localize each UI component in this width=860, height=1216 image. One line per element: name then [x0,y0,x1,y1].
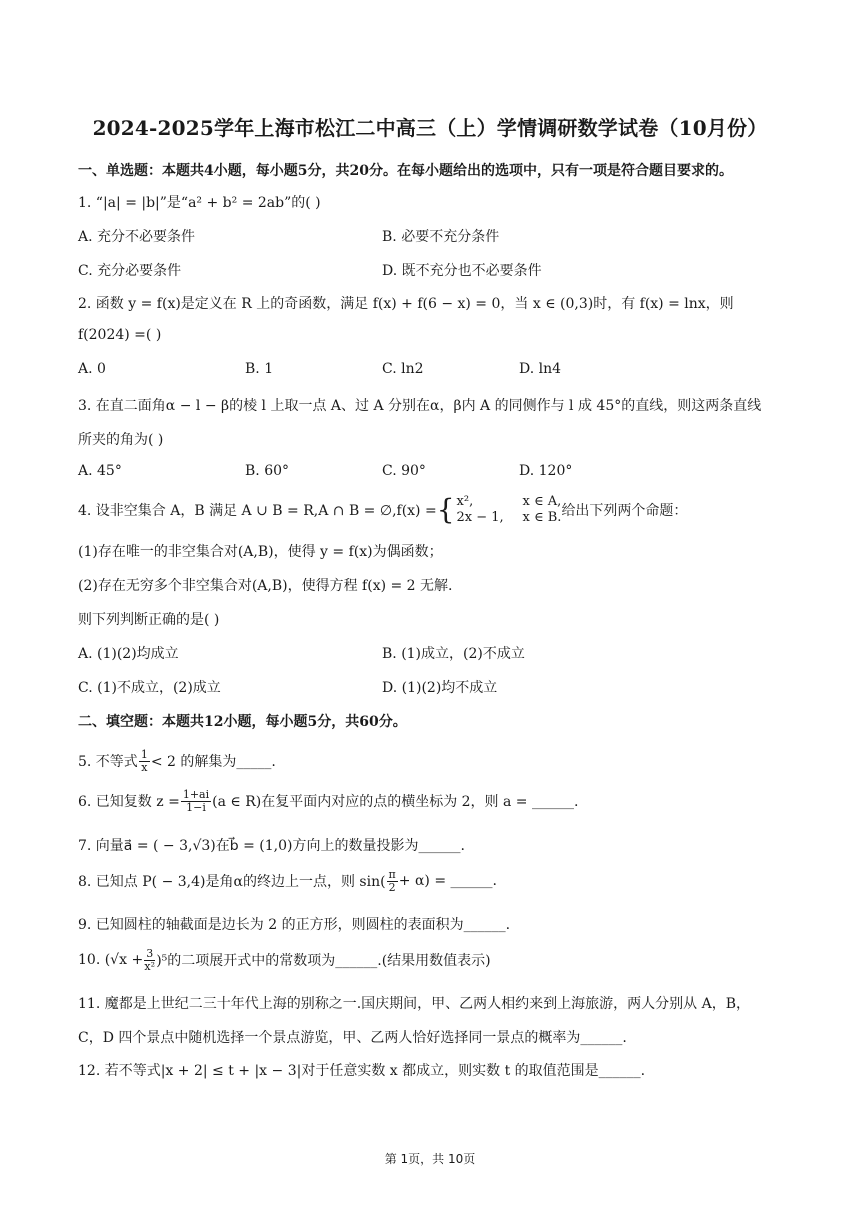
case-2-condition: x ∈ B. [522,510,562,525]
question-3-option-d: D. 120° [519,463,573,479]
fraction-denominator: 1−i [186,800,206,814]
question-4-option-a: A. (1)(2)均成立 [78,646,179,662]
case-2-expression: 2x − 1, [456,510,504,525]
question-3-stem-line-2: 所夹的角为( ) [78,432,164,448]
case-1-condition: x ∈ A, [522,494,562,509]
fraction-numerator: 3 [146,946,154,960]
question-11-line-1: 11. 魔都是上世纪二三十年代上海的别称之一.国庆期间，甲、乙两人相约来到上海旅游，两人分别从 A，B， [78,996,751,1012]
fraction-denominator: x [141,760,148,774]
question-5 [78,744,276,778]
question-11-line-2: C，D 四个景点中随机选择一个景点游览，甲、乙两人恰好选择同一景点的概率为______. [78,1030,627,1046]
question-10-prefix: 10. (√x + [78,952,144,968]
question-3-option-b: B. 60° [245,463,290,479]
question-1-stem: 1. “|a| = |b|”是“a² + b² = 2ab”的( ) [78,195,321,211]
question-4-option-c: C. (1)不成立，(2)成立 [78,680,221,696]
question-4-stem-suffix: 给出下列两个命题： [561,503,688,519]
fraction [387,869,398,894]
question-4-proposition-1: (1)存在唯一的非空集合对(A,B)，使得 y = f(x)为偶函数； [78,544,443,560]
section-heading-single-choice: 一、单选题：本题共4小题，每小题5分，共20分。在每小题给出的选项中，只有一项是符合题目要求的。 [78,163,733,179]
question-1-option-b: B. 必要不充分条件 [382,229,500,245]
fraction [181,789,211,814]
page-footer: 第 1页，共 10页 [384,1152,476,1166]
question-12: 12. 若不等式|x + 2| ≤ t + |x − 3|对于任意实数 x 都成立，则实数 t 的取值范围是______. [78,1063,646,1079]
question-10-suffix: )⁵的二项展开式中的常数项为______.(结果用数值表示) [156,953,491,969]
section-heading-fill-in: 二、填空题：本题共12小题，每小题5分，共60分。 [78,714,407,730]
question-4-proposition-2: (2)存在无穷多个非空集合对(A,B)，使得方程 f(x) = 2 无解. [78,578,453,594]
case-row-1 [457,494,562,510]
fraction [139,749,150,774]
question-2-option-c: C. ln2 [382,361,424,377]
fraction-denominator: x² [144,959,155,973]
question-2-stem-line-2: f(2024) =( ) [78,327,162,343]
question-5-suffix: < 2 的解集为_____. [150,754,276,770]
question-6 [78,784,578,818]
question-9: 9. 已知圆柱的轴截面是边长为 2 的正方形，则圆柱的表面积为______. [78,917,511,933]
question-2-option-a: A. 0 [78,361,106,377]
piecewise-cases [457,494,562,526]
question-4-option-d: D. (1)(2)均不成立 [382,680,498,696]
fraction-numerator: π [388,867,396,881]
question-1-option-c: C. 充分必要条件 [78,263,182,279]
question-4-stem-prefix: 4. 设非空集合 A，B 满足 A ∪ B = R,A ∩ B = ∅,f(x) = [78,503,437,519]
case-1-expression: x², [456,494,474,509]
fraction-denominator: 2 [388,880,396,894]
question-1-option-d: D. 既不充分也不必要条件 [382,263,542,279]
question-6-prefix: 6. 已知复数 z = [78,794,180,810]
question-2-stem-line-1: 2. 函数 y = f(x)是定义在 R 上的奇函数，满足 f(x) + f(6 − x) = 0，当 x ∈ (0,3)时，有 f(x) = lnx，则 [78,296,734,312]
fraction-numerator: 1 [140,747,148,761]
question-4-option-b: B. (1)成立，(2)不成立 [382,646,525,662]
left-brace: { [436,493,455,526]
question-3-stem-line-1: 3. 在直二面角α − l − β的棱 l 上取一点 A、过 A 分别在α，β内 A 的同侧作与 l 成 45°的直线，则这两条直线 [78,398,762,414]
question-6-suffix: (a ∈ R)在复平面内对应的点的横坐标为 2，则 a = ______. [212,794,579,810]
question-8-suffix: + α) = ______. [398,873,497,889]
question-8-prefix: 8. 已知点 P( − 3,4)是角α的终边上一点，则 sin( [78,874,386,890]
fraction-numerator: 1+ai [182,787,210,801]
question-2-option-b: B. 1 [245,361,274,377]
question-1-option-a: A. 充分不必要条件 [78,229,196,245]
question-8 [78,864,497,898]
question-5-prefix: 5. 不等式 [78,754,138,770]
case-row-2 [457,510,562,526]
page-title: 2024-2025学年上海市松江二中高三（上）学情调研数学试卷（10月份） [92,116,768,140]
question-7: 7. 向量a⃗ = ( − 3,√3)在b⃗ = (1,0)方向上的数量投影为______. [78,838,465,854]
question-3-option-c: C. 90° [382,463,426,479]
question-4-ask: 则下列判断正确的是( ) [78,612,220,628]
question-10 [78,943,491,977]
question-2-option-d: D. ln4 [519,361,562,377]
fraction [144,948,155,973]
question-4-stem [78,492,687,528]
question-3-option-a: A. 45° [78,463,122,479]
